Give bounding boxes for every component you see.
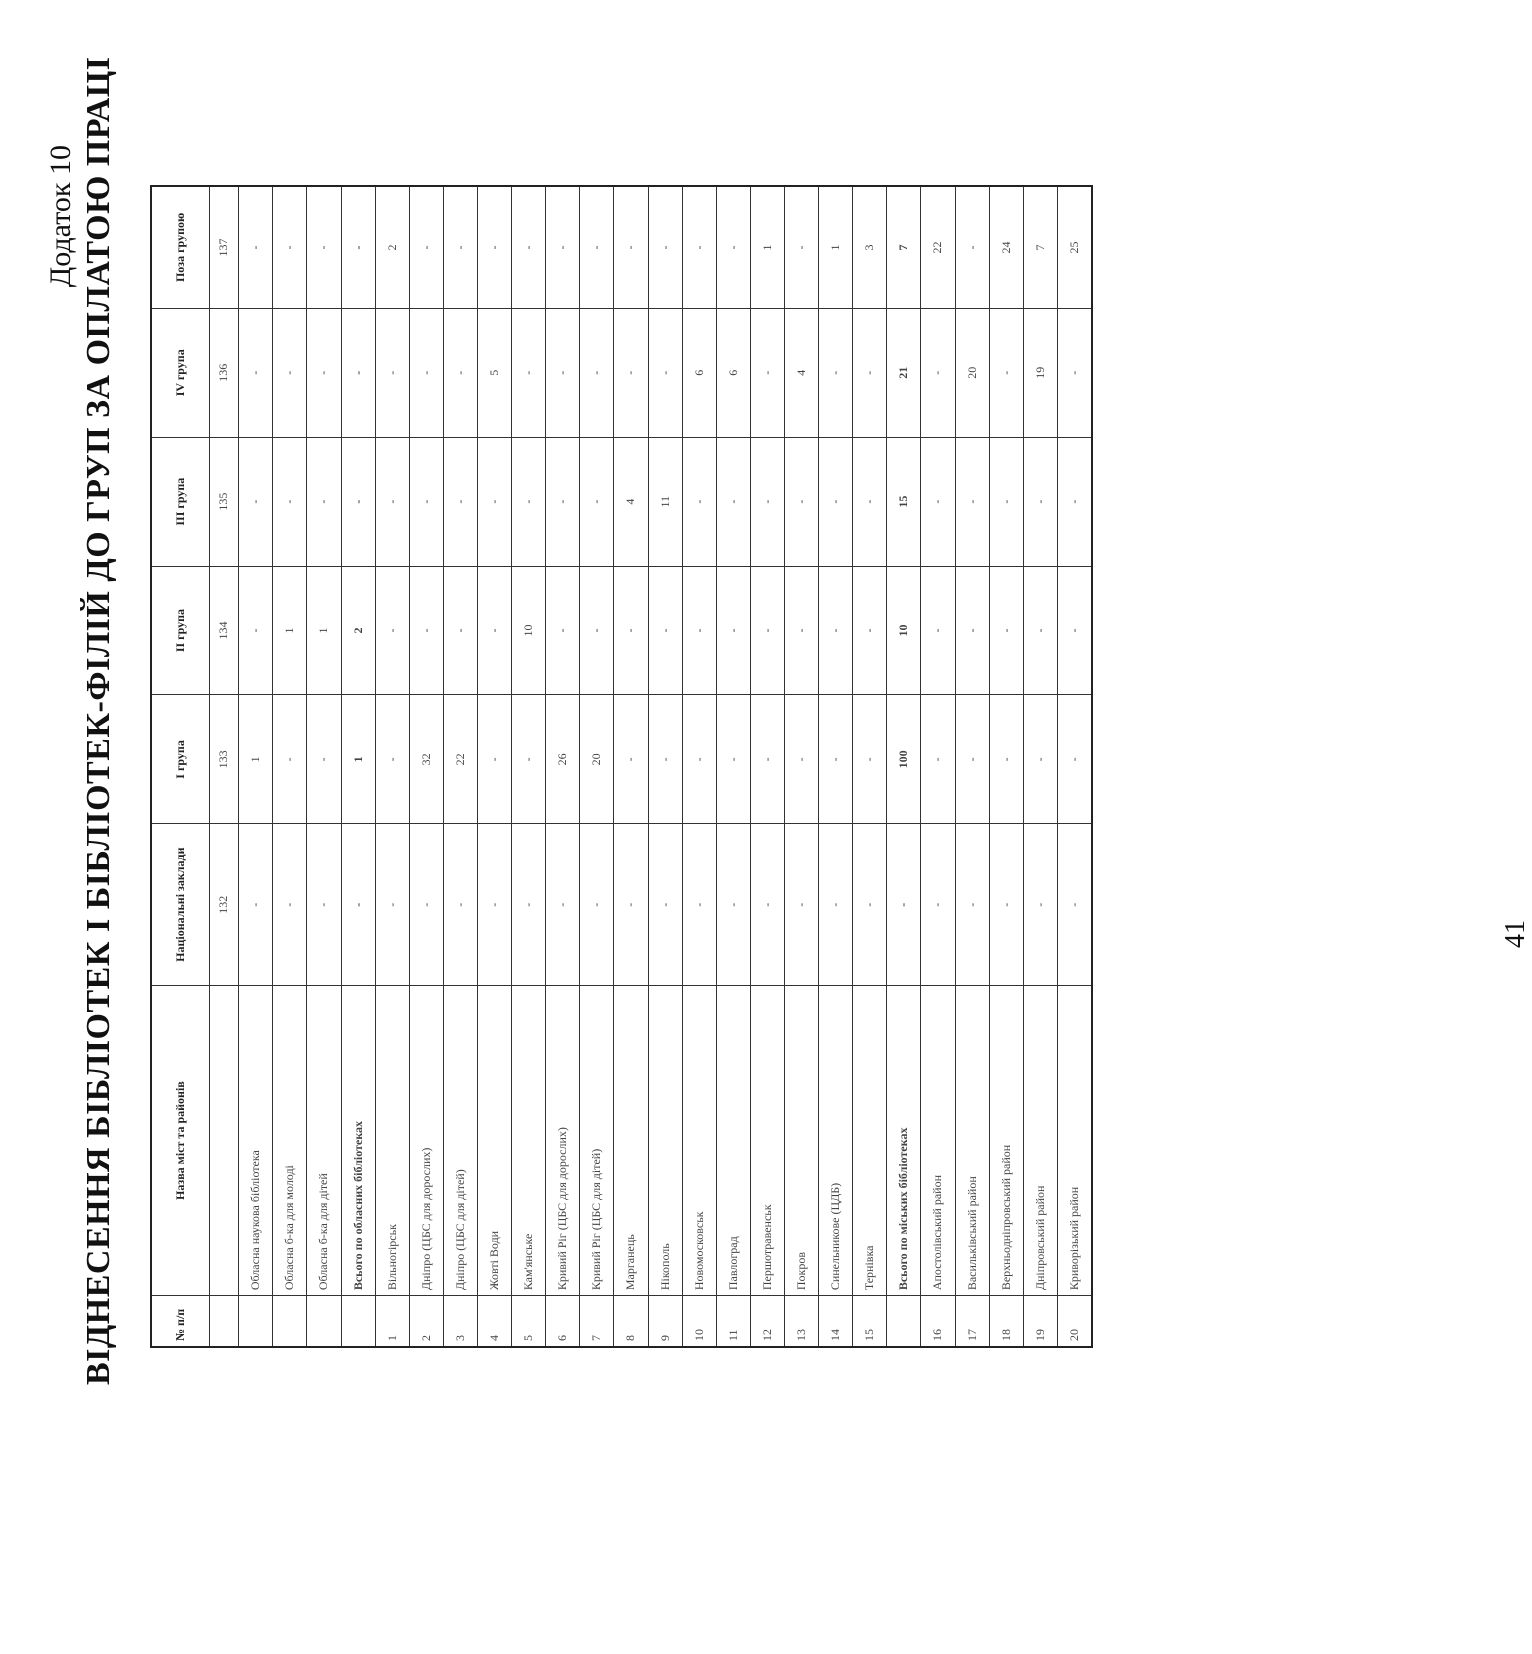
row-name: Всього по обласних бібліотеках (341, 986, 375, 1296)
row-number: 1 (375, 1296, 409, 1347)
cell-value: 1 (307, 566, 341, 695)
cell-value: - (716, 566, 750, 695)
cell-value: - (1023, 437, 1057, 566)
cell-value: - (512, 308, 546, 437)
cell-value: - (546, 566, 580, 695)
cell-value: - (273, 437, 307, 566)
page-number: 41 (1500, 920, 1531, 948)
cell-value: - (682, 437, 716, 566)
cell-value: - (682, 824, 716, 986)
cell-value: - (784, 566, 818, 695)
cell-value: - (375, 437, 409, 566)
cell-value: 20 (955, 308, 989, 437)
cell-value: - (409, 566, 443, 695)
cell-value: - (409, 308, 443, 437)
cell-value: - (750, 437, 784, 566)
table-row (1023, 186, 1057, 1347)
cell-value: - (989, 695, 1023, 824)
cell-value: - (409, 437, 443, 566)
cell-value: - (273, 186, 307, 308)
table-row (477, 186, 511, 1347)
cell-value: - (921, 566, 955, 695)
cell-value: - (853, 566, 887, 695)
cell-value: 10 (512, 566, 546, 695)
cell-value: - (307, 186, 341, 308)
cell-value: 21 (887, 308, 921, 437)
cell-value: 2 (375, 186, 409, 308)
row-number: 19 (1023, 1296, 1057, 1347)
cell-value: - (853, 437, 887, 566)
cell-value: - (682, 695, 716, 824)
cell-value: - (921, 308, 955, 437)
column-number: 137 (209, 186, 239, 308)
cell-value: - (784, 437, 818, 566)
cell-value: - (477, 695, 511, 824)
cell-value: - (1057, 308, 1092, 437)
cell-value: - (853, 695, 887, 824)
cell-value: - (512, 437, 546, 566)
table-row (614, 186, 648, 1347)
cell-value: 2 (341, 566, 375, 695)
row-number: 20 (1057, 1296, 1092, 1347)
header-group-3: ІІІ група (151, 437, 209, 566)
row-name: Синельникове (ЦДБ) (819, 986, 853, 1296)
row-name: Обласна б-ка для дітей (307, 986, 341, 1296)
column-number: 135 (209, 437, 239, 566)
row-name: Нікополь (648, 986, 682, 1296)
cell-value: - (307, 695, 341, 824)
addendum-label: Додаток 10 (44, 145, 77, 288)
cell-value: - (341, 308, 375, 437)
cell-value: 22 (443, 695, 477, 824)
cell-value: - (443, 308, 477, 437)
header-national: Національні заклади (151, 824, 209, 986)
cell-value: - (853, 308, 887, 437)
table-row (921, 186, 955, 1347)
cell-value: - (512, 824, 546, 986)
row-number: 16 (921, 1296, 955, 1347)
table-row (853, 186, 887, 1347)
header-group-2: ІІ група (151, 566, 209, 695)
cell-value: 7 (1023, 186, 1057, 308)
cell-value: 25 (1057, 186, 1092, 308)
cell-value: - (375, 566, 409, 695)
cell-value: - (546, 186, 580, 308)
cell-value: - (1057, 695, 1092, 824)
table-row (443, 186, 477, 1347)
column-number: 134 (209, 566, 239, 695)
column-number: 133 (209, 695, 239, 824)
row-name: Криворізький район (1057, 986, 1092, 1296)
cell-value: - (375, 824, 409, 986)
table-row (546, 186, 580, 1347)
cell-value: - (750, 824, 784, 986)
page-title: ВІДНЕСЕННЯ БІБЛІОТЕК І БІБЛІОТЕК-ФІЛІЙ ДО ГРУП ЗА ОПЛАТОЮ ПРАЦІ (80, 56, 117, 1385)
cell-value: - (307, 824, 341, 986)
table-row (409, 186, 443, 1347)
table-row (307, 186, 341, 1347)
cell-value: - (682, 566, 716, 695)
cell-value: - (614, 308, 648, 437)
row-name: Обласна б-ка для молоді (273, 986, 307, 1296)
row-number: 9 (648, 1296, 682, 1347)
cell-value: 3 (853, 186, 887, 308)
row-number: 3 (443, 1296, 477, 1347)
cell-value: 15 (887, 437, 921, 566)
column-number: 136 (209, 308, 239, 437)
cell-value: 4 (614, 437, 648, 566)
table-row (989, 186, 1023, 1347)
cell-value: - (614, 186, 648, 308)
row-number: 5 (512, 1296, 546, 1347)
cell-value: 10 (887, 566, 921, 695)
row-number: 14 (819, 1296, 853, 1347)
cell-value: - (341, 437, 375, 566)
row-name: Жовті Води (477, 986, 511, 1296)
cell-value: 22 (921, 186, 955, 308)
cell-value: - (239, 566, 273, 695)
cell-value: - (1057, 566, 1092, 695)
cell-value: - (409, 824, 443, 986)
table-row (375, 186, 409, 1347)
cell-value: - (955, 695, 989, 824)
cell-value: - (512, 186, 546, 308)
row-name: Кам'янське (512, 986, 546, 1296)
total-row (341, 186, 375, 1347)
row-name: Тернівка (853, 986, 887, 1296)
cell-value: - (546, 824, 580, 986)
cell-value: 6 (682, 308, 716, 437)
row-name: Всього по міських бібліотеках (887, 986, 921, 1296)
cell-value: - (477, 437, 511, 566)
cell-value: - (239, 437, 273, 566)
row-name: Новомосковськ (682, 986, 716, 1296)
cell-value: - (955, 437, 989, 566)
table-row (512, 186, 546, 1347)
row-number: 8 (614, 1296, 648, 1347)
row-name: Обласна наукова бібліотека (239, 986, 273, 1296)
cell-value: - (750, 695, 784, 824)
cell-value: - (955, 566, 989, 695)
row-name: Кривий Ріг (ЦБС для дітей) (580, 986, 614, 1296)
cell-value: - (819, 566, 853, 695)
cell-value: 11 (648, 437, 682, 566)
row-name: Павлоград (716, 986, 750, 1296)
row-number (273, 1296, 307, 1347)
row-name: Кривий Ріг (ЦБС для дорослих) (546, 986, 580, 1296)
cell-value: - (614, 566, 648, 695)
row-name: Верхньодніпровський район (989, 986, 1023, 1296)
cell-value: - (341, 824, 375, 986)
row-number: 6 (546, 1296, 580, 1347)
cell-value: - (477, 566, 511, 695)
rotated-page (0, 25, 1531, 1485)
cell-value: - (443, 566, 477, 695)
table-row (682, 186, 716, 1347)
table-row (1057, 186, 1092, 1347)
row-number: 12 (750, 1296, 784, 1347)
cell-value: - (546, 308, 580, 437)
cell-value: - (750, 308, 784, 437)
cell-value: - (648, 566, 682, 695)
row-number (307, 1296, 341, 1347)
cell-value: - (477, 186, 511, 308)
cell-value: - (819, 695, 853, 824)
cell-value: - (1023, 695, 1057, 824)
cell-value: - (341, 186, 375, 308)
cell-value: - (819, 824, 853, 986)
cell-value: - (921, 437, 955, 566)
cell-value: 19 (1023, 308, 1057, 437)
row-name: Марганець (614, 986, 648, 1296)
column-number: 132 (209, 824, 239, 986)
cell-value: - (443, 186, 477, 308)
row-number (239, 1296, 273, 1347)
cell-value: - (989, 566, 1023, 695)
cell-value: - (239, 308, 273, 437)
cell-value: - (477, 824, 511, 986)
cell-value: - (273, 695, 307, 824)
cell-value: 5 (477, 308, 511, 437)
table-row (716, 186, 750, 1347)
cell-value: - (648, 308, 682, 437)
cell-value: - (819, 308, 853, 437)
row-number: 10 (682, 1296, 716, 1347)
cell-value: 1 (239, 695, 273, 824)
table-row (819, 186, 853, 1347)
cell-value: - (887, 824, 921, 986)
cell-value: - (784, 695, 818, 824)
row-number: 4 (477, 1296, 511, 1347)
row-number: 18 (989, 1296, 1023, 1347)
cell-value: - (648, 186, 682, 308)
cell-value: - (409, 186, 443, 308)
table-row (580, 186, 614, 1347)
table-row (239, 186, 273, 1347)
cell-value: - (955, 186, 989, 308)
cell-value: - (273, 308, 307, 437)
cell-value: - (443, 824, 477, 986)
row-number: 7 (580, 1296, 614, 1347)
header-name: Назва міст та районів (151, 986, 209, 1296)
row-number: 15 (853, 1296, 887, 1347)
table-row (273, 186, 307, 1347)
cell-value: 4 (784, 308, 818, 437)
row-name: Васильківський район (955, 986, 989, 1296)
cell-value: - (682, 186, 716, 308)
cell-value: - (239, 824, 273, 986)
row-number (887, 1296, 921, 1347)
cell-value: - (580, 308, 614, 437)
cell-value: 20 (580, 695, 614, 824)
cell-value: - (273, 824, 307, 986)
cell-value: - (784, 186, 818, 308)
cell-value: 6 (716, 308, 750, 437)
cell-value: 26 (546, 695, 580, 824)
cell-value: - (239, 186, 273, 308)
cell-value: - (716, 186, 750, 308)
row-name: Апостолівський район (921, 986, 955, 1296)
table-row (784, 186, 818, 1347)
cell-value: - (955, 824, 989, 986)
cell-value: 1 (273, 566, 307, 695)
cell-value: - (750, 566, 784, 695)
cell-value: - (648, 695, 682, 824)
cell-value: - (853, 824, 887, 986)
cell-value: - (1023, 566, 1057, 695)
cell-value: - (989, 308, 1023, 437)
cell-value: - (307, 437, 341, 566)
cell-value: 7 (887, 186, 921, 308)
cell-value: - (716, 695, 750, 824)
row-number: 17 (955, 1296, 989, 1347)
cell-value: - (921, 824, 955, 986)
cell-value: - (819, 437, 853, 566)
header-out-of-group: Поза групою (151, 186, 209, 308)
library-groups-table (150, 185, 1093, 1348)
row-name: Дніпровський район (1023, 986, 1057, 1296)
total-row (887, 186, 921, 1347)
row-number: 2 (409, 1296, 443, 1347)
cell-value: - (512, 695, 546, 824)
row-number: 11 (716, 1296, 750, 1347)
cell-value: - (614, 695, 648, 824)
cell-value: - (580, 186, 614, 308)
column-number (209, 1296, 239, 1347)
cell-value: - (546, 437, 580, 566)
cell-value: 24 (989, 186, 1023, 308)
row-name: Вільногірськ (375, 986, 409, 1296)
table-row (648, 186, 682, 1347)
row-name: Покров (784, 986, 818, 1296)
header-group-4: ІV група (151, 308, 209, 437)
cell-value: - (921, 695, 955, 824)
cell-value: - (580, 437, 614, 566)
cell-value: - (1057, 824, 1092, 986)
cell-value: - (716, 824, 750, 986)
cell-value: - (648, 824, 682, 986)
cell-value: - (614, 824, 648, 986)
table-row (955, 186, 989, 1347)
cell-value: - (443, 437, 477, 566)
cell-value: - (375, 695, 409, 824)
cell-value: - (375, 308, 409, 437)
cell-value: 100 (887, 695, 921, 824)
cell-value: 1 (750, 186, 784, 308)
cell-value: - (716, 437, 750, 566)
row-name: Дніпро (ЦБС для дітей) (443, 986, 477, 1296)
cell-value: - (1023, 824, 1057, 986)
cell-value: - (307, 308, 341, 437)
cell-value: 1 (341, 695, 375, 824)
column-number (209, 986, 239, 1296)
table-row (750, 186, 784, 1347)
header-group-1: І група (151, 695, 209, 824)
cell-value: - (1057, 437, 1092, 566)
row-name: Першотравенськ (750, 986, 784, 1296)
cell-value: 1 (819, 186, 853, 308)
cell-value: - (989, 437, 1023, 566)
row-number (341, 1296, 375, 1347)
row-number: 13 (784, 1296, 818, 1347)
cell-value: - (580, 824, 614, 986)
row-name: Дніпро (ЦБС для дорослих) (409, 986, 443, 1296)
cell-value: - (580, 566, 614, 695)
header-num: № п/п (151, 1296, 209, 1347)
cell-value: 32 (409, 695, 443, 824)
cell-value: - (989, 824, 1023, 986)
cell-value: - (784, 824, 818, 986)
column-numbers-row (209, 186, 239, 1347)
